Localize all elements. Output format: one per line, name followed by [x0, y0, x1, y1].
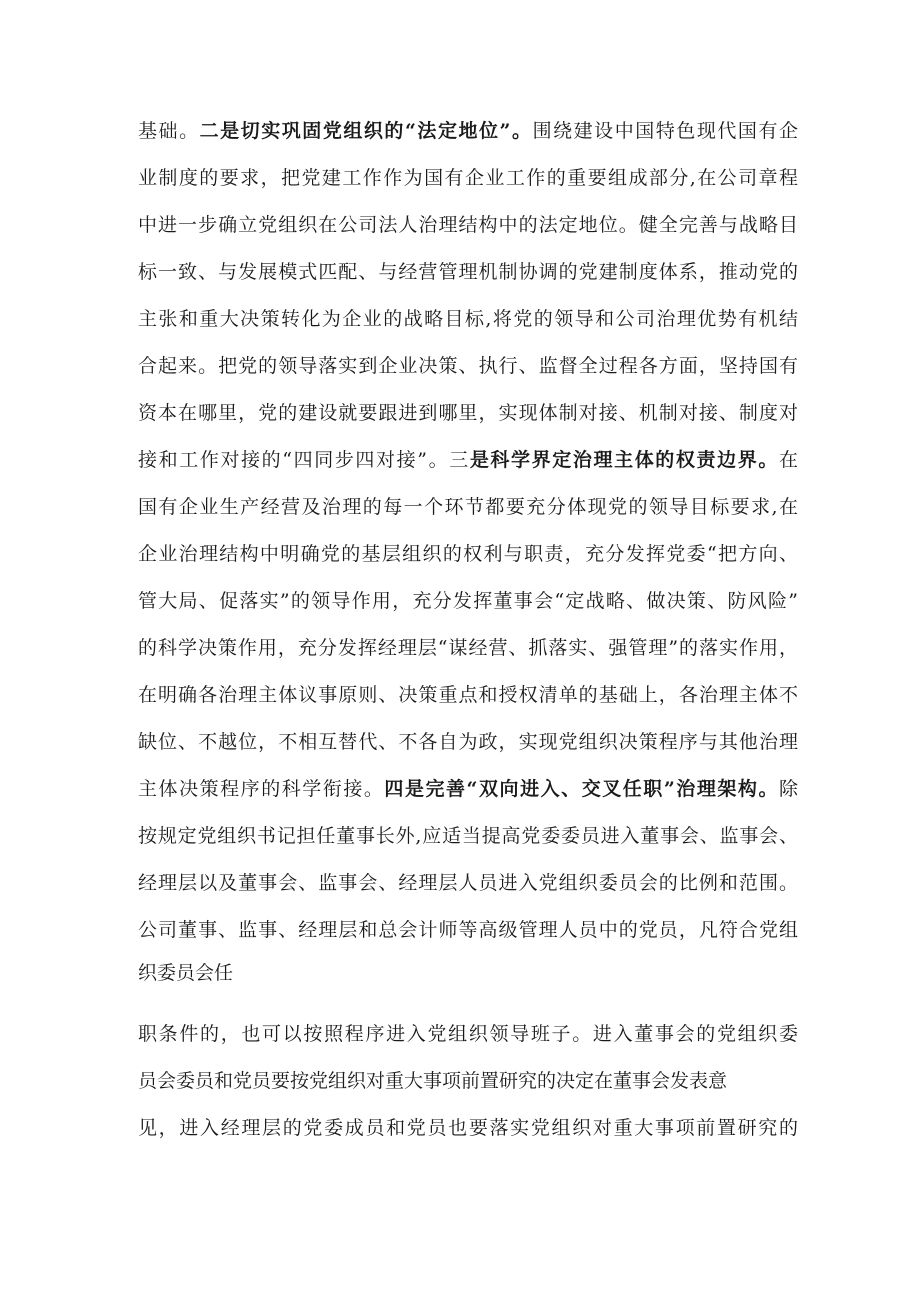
body-text: 接和工作对接的“四同步四对接”。三 — [138, 449, 470, 471]
body-text: 主张和重大决策转化为企业的战略目标,将党的领导和公司治理优势有机结 — [138, 308, 798, 330]
body-text: 员会委员和党员要按党组织对重大事项前置研究的决定在董事会发表意 — [138, 1070, 728, 1092]
text-line — [138, 437, 798, 483]
text-line — [138, 343, 798, 389]
text-line — [138, 950, 798, 996]
body-text: 主体决策程序的科学衔接。 — [138, 778, 385, 800]
body-text: 按规定党组织书记担任董事长外,应适当提高党委委员进入董事会、监事会、 — [138, 825, 798, 847]
body-text: 资本在哪里，党的建设就要跟进到哪里，实现体制对接、机制对接、制度对 — [138, 402, 798, 424]
body-text: 除 — [778, 778, 798, 800]
bold-heading-text: 二是切实巩固党组织的“法定地位”。 — [199, 120, 533, 142]
bold-heading-text: 是科学界定治理主体的权责边界。 — [469, 449, 779, 471]
body-text: 中进一步确立党组织在公司法人治理结构中的法定地位。健全完善与战略目 — [138, 214, 798, 236]
body-text: 缺位、不越位，不相互替代、不各自为政，实现党组织决策程序与其他治理 — [138, 731, 798, 753]
text-line — [138, 625, 798, 671]
body-text: 职条件的，也可以按照程序进入党组织领导班子。进入董事会的党组织委 — [138, 1023, 798, 1045]
text-line — [138, 578, 798, 624]
text-line — [138, 719, 798, 765]
text-line — [138, 202, 798, 248]
body-text: 管大局、促落实”的领导作用，充分发挥董事会“定战略、做决策、防风险” — [138, 590, 798, 612]
body-text: 在明确各治理主体议事原则、决策重点和授权清单的基础上，各治理主体不 — [138, 684, 798, 706]
body-text: 基础。 — [138, 120, 200, 142]
text-line — [138, 296, 798, 342]
body-text: 业制度的要求，把党建工作作为国有企业工作的重要组成部分,在公司章程 — [138, 167, 798, 189]
body-text: 合起来。把党的领导落实到企业决策、执行、监督全过程各方面，坚持国有 — [138, 355, 798, 377]
text-line — [138, 1105, 798, 1151]
text-line — [138, 390, 798, 436]
text-line — [138, 907, 798, 953]
text-line — [138, 813, 798, 859]
bold-heading-text: 四是完善“双向进入、交叉任职”治理架构。 — [384, 778, 779, 800]
body-text: 织委员会任 — [138, 962, 234, 984]
body-text: 在 — [778, 449, 798, 471]
text-line — [138, 108, 798, 154]
text-line — [138, 155, 798, 201]
text-line — [138, 672, 798, 718]
body-text: 标一致、与发展模式匹配、与经营管理机制协调的党建制度体系，推动党的 — [138, 261, 798, 283]
body-text: 见，进入经理层的党委成员和党员也要落实党组织对重大事项前置研究的 — [138, 1117, 798, 1139]
text-line — [138, 1011, 798, 1057]
body-text: 企业治理结构中明确党的基层组织的权利与职责，充分发挥党委“把方向、 — [138, 543, 798, 565]
body-text: 围绕建设中国特色现代国有企 — [532, 120, 798, 142]
body-text: 经理层以及董事会、监事会、经理层人员进入党组织委员会的比例和范围。 — [138, 872, 798, 894]
text-line — [138, 249, 798, 295]
text-line — [138, 531, 798, 577]
body-text: 公司董事、监事、经理层和总会计师等高级管理人员中的党员，凡符合党组 — [138, 919, 798, 941]
body-text: 的科学决策作用，充分发挥经理层“谋经营、抓落实、强管理”的落实作用， — [138, 637, 798, 659]
body-text: 国有企业生产经营及治理的每一个环节都要充分体现党的领导目标要求,在 — [138, 496, 798, 518]
text-line — [138, 766, 798, 812]
text-line — [138, 484, 798, 530]
text-line — [138, 860, 798, 906]
text-line — [138, 1058, 798, 1104]
